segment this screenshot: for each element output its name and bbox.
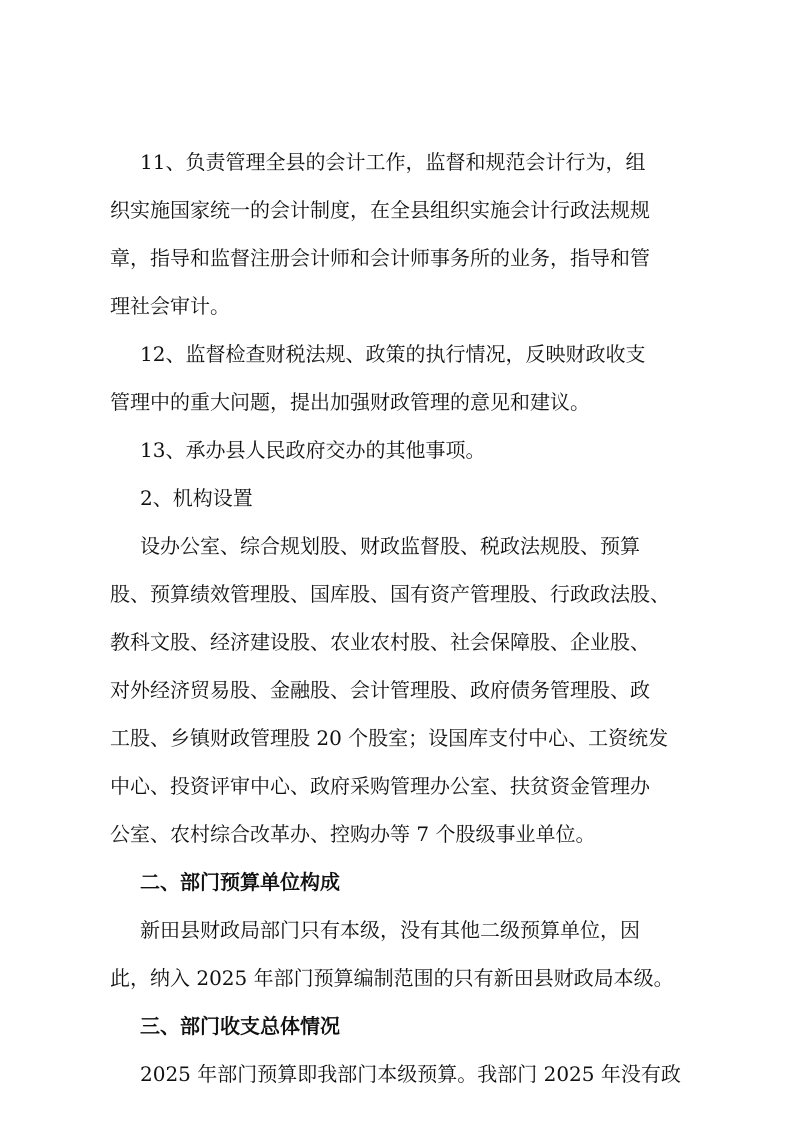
paragraph-line: 此，纳入 2025 年部门预算编制范围的只有新田县财政局本级。	[110, 966, 674, 990]
paragraph-line: 章，指导和监督注册会计师和会计师事务所的业务，指导和管	[110, 246, 650, 270]
paragraph-line: 织实施国家统一的会计制度，在全县组织实施会计行政法规规	[110, 198, 650, 222]
subheading: 2、机构设置	[140, 486, 253, 510]
paragraph-line: 工股、乡镇财政管理股 20 个股室；设国库支付中心、工资统发	[110, 726, 669, 750]
paragraph-line: 理社会审计。	[110, 294, 230, 318]
paragraph-line: 中心、投资评审中心、政府采购管理办公室、扶贫资金管理办	[110, 774, 650, 798]
paragraph-line: 13、承办县人民政府交办的其他事项。	[140, 438, 486, 462]
paragraph-line: 公室、农村综合改革办、控购办等 7 个股级事业单位。	[110, 822, 596, 846]
paragraph-line: 股、预算绩效管理股、国库股、国有资产管理股、行政政法股、	[110, 582, 670, 606]
paragraph-line: 11、负责管理全县的会计工作，监督和规范会计行为，组	[140, 150, 646, 174]
paragraph-line: 管理中的重大问题，提出加强财政管理的意见和建议。	[110, 390, 590, 414]
paragraph-line: 设办公室、综合规划股、财政监督股、税政法规股、预算	[140, 534, 640, 558]
section-heading: 二、部门预算单位构成	[140, 870, 340, 894]
paragraph-line: 12、监督检查财税法规、政策的执行情况，反映财政收支	[140, 342, 646, 366]
paragraph-line: 新田县财政局部门只有本级，没有其他二级预算单位，因	[140, 918, 640, 942]
paragraph-line: 对外经济贸易股、金融股、会计管理股、政府债务管理股、政	[110, 678, 650, 702]
paragraph-line: 2025 年部门预算即我部门本级预算。我部门 2025 年没有政	[140, 1062, 681, 1086]
section-heading: 三、部门收支总体情况	[140, 1014, 340, 1038]
paragraph-line: 教科文股、经济建设股、农业农村股、社会保障股、企业股、	[110, 630, 650, 654]
